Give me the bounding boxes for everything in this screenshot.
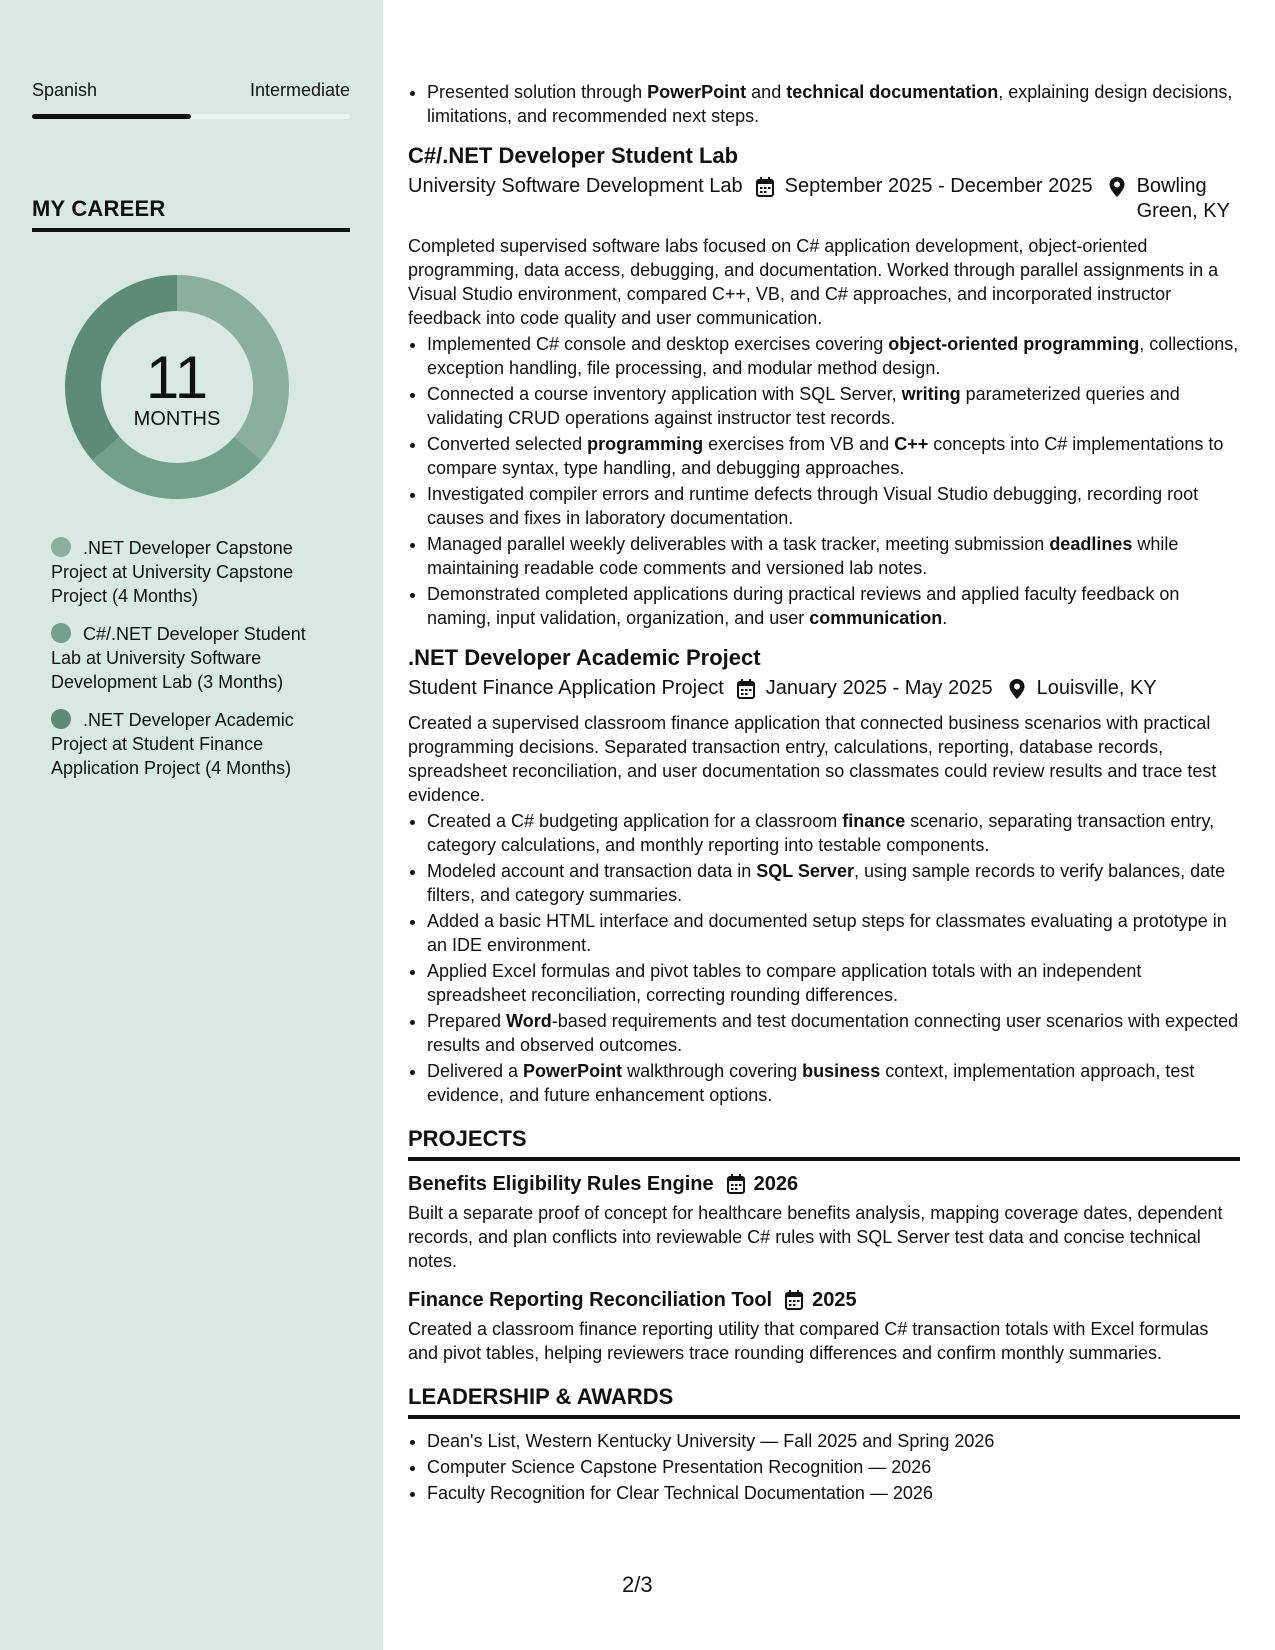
bullet-text: .	[942, 608, 948, 628]
bullet-text: -based requirements and test documentation connecting user scenarios with expected results and observed outcomes.	[427, 1011, 1239, 1055]
bullet-text: , using sample records to verify balances, date filters, and category summaries.	[427, 861, 1226, 905]
leadership-section-title: LEADERSHIP & AWARDS	[408, 1383, 1240, 1419]
legend-dot-icon	[51, 623, 71, 643]
list-item	[427, 432, 1240, 480]
bullet-text: , explaining design decisions, limitations, and recommended next steps.	[427, 82, 1233, 126]
career-legend	[51, 536, 321, 794]
previous-job-bullets	[408, 80, 1240, 128]
bullet-bold: PowerPoint	[523, 1061, 623, 1081]
bullet-text: Modeled account and transaction data in	[427, 861, 757, 881]
list-item	[427, 382, 1240, 430]
job-dates: September 2025 - December 2025	[784, 175, 1093, 197]
bullet-bold: technical documentation	[786, 82, 999, 102]
job-meta	[408, 174, 1240, 224]
job-bullets	[408, 809, 1240, 1107]
bullet-text: walkthrough covering	[622, 1061, 803, 1081]
language-proficiency-bar	[32, 114, 350, 119]
list-item	[427, 532, 1240, 580]
list-item	[427, 332, 1240, 380]
project-description: Created a classroom finance reporting utility that compared C# transaction totals with Excel formulas and pivot tables, helping reviewers trace rounding differences and confirm monthly summaries.	[408, 1319, 1209, 1363]
bullet-bold: object-oriented programming	[888, 334, 1140, 354]
bullet-bold: writing	[901, 384, 961, 404]
bullet-text: exercises from VB and	[703, 434, 895, 454]
bullet-text: Created a C# budgeting application for a classroom	[427, 811, 843, 831]
bullet-bold: PowerPoint	[647, 82, 747, 102]
job-organization: University Software Development Lab	[408, 175, 743, 197]
main-content	[408, 80, 1240, 1507]
job-location: Bowling Green, KY	[1136, 175, 1230, 222]
location-pin-icon	[1107, 176, 1127, 198]
list-item	[427, 582, 1240, 630]
bullet-text: Converted selected	[427, 434, 588, 454]
project-title	[408, 1287, 1240, 1313]
career-legend-item	[51, 622, 321, 694]
bullet-text: Prepared	[427, 1011, 507, 1031]
list-item: • Faculty Recognition for Clear Technical Documentation — 2026	[427, 1481, 1240, 1505]
career-legend-text: .NET Developer Academic Project at Student Finance Application Project (4 Months)	[51, 710, 294, 778]
bullet-text: Delivered a	[427, 1061, 524, 1081]
project-year: 2026	[753, 1173, 799, 1195]
project-title	[408, 1171, 1240, 1197]
bullet-bold: deadlines	[1049, 534, 1133, 554]
calendar-icon	[755, 176, 775, 198]
career-legend-text: .NET Developer Capstone Project at University Capstone Project (4 Months)	[51, 538, 294, 606]
job-location: Louisville, KY	[1036, 677, 1157, 699]
job-description: Completed supervised software labs focused on C# application development, object-oriented programming, data access, debugging, and documentation. Worked through parallel assignments in a Visual Studio environment, compared C++, VB, and C# approaches, and incorporated instructor feedback into code quality and user communication.	[408, 236, 1219, 328]
bullet-text: Connected a course inventory application with SQL Server,	[427, 384, 902, 404]
bullet-bold: C++	[894, 434, 929, 454]
list-item	[427, 1009, 1240, 1057]
list-item: • Computer Science Capstone Presentation Recognition — 2026	[427, 1455, 1240, 1479]
project-description: Built a separate proof of concept for healthcare benefits analysis, mapping coverage dates, dependent records, and plan conflicts into reviewable C# rules with SQL Server test data and concise technical notes.	[408, 1203, 1223, 1271]
bullet-text: Presented solution through	[427, 82, 648, 102]
bullet-bold: communication	[809, 608, 943, 628]
bullet-bold: programming	[587, 434, 704, 454]
career-legend-item	[51, 708, 321, 780]
bullet-text: , collections, exception handling, file processing, and modular method design.	[427, 334, 1239, 378]
donut-total-unit: MONTHS	[133, 408, 221, 430]
project-name: Finance Reporting Reconciliation Tool	[408, 1289, 773, 1311]
donut-total-number: 11	[145, 344, 209, 411]
job-title: C#/.NET Developer Student Lab	[408, 143, 739, 168]
career-section-title: MY CAREER	[32, 196, 350, 232]
calendar-icon	[726, 1173, 746, 1195]
job-organization: Student Finance Application Project	[408, 677, 724, 699]
calendar-icon	[784, 1289, 804, 1311]
language-level: Intermediate	[249, 80, 350, 100]
bullet-text: Demonstrated completed applications during practical reviews and applied faculty feedback on naming, input validation, organization, and user	[427, 584, 1180, 628]
job-bullets	[408, 332, 1240, 630]
list-item	[427, 809, 1240, 857]
job-title: .NET Developer Academic Project	[408, 645, 761, 670]
list-item	[427, 80, 1240, 128]
job-meta	[408, 676, 1240, 701]
list-item	[427, 1059, 1240, 1107]
legend-dot-icon	[51, 537, 71, 557]
location-pin-icon	[1007, 678, 1027, 700]
page-number: 2/3	[622, 1572, 653, 1597]
bullet-bold: SQL Server	[756, 861, 854, 881]
list-item	[427, 859, 1240, 907]
career-legend-item	[51, 536, 321, 608]
sidebar	[0, 0, 383, 1650]
bullet-text: context, implementation approach, test evidence, and future enhancement options.	[427, 1061, 1195, 1105]
list-item: • Added a basic HTML interface and documented setup steps for classmates evaluating a prototype in an IDE environment.	[427, 909, 1240, 957]
bullet-text: and	[746, 82, 787, 102]
projects-section-title: PROJECTS	[408, 1125, 1240, 1161]
bullet-bold: finance	[842, 811, 906, 831]
bullet-bold: business	[802, 1061, 881, 1081]
bullet-text: parameterized queries and validating CRUD operations against instructor test records.	[427, 384, 1180, 428]
career-legend-text: C#/.NET Developer Student Lab at University Software Development Lab (3 Months)	[51, 624, 306, 692]
bullet-text: Managed parallel weekly deliverables with a task tracker, meeting submission	[427, 534, 1050, 554]
calendar-icon	[736, 678, 756, 700]
project-year: 2025	[812, 1289, 857, 1311]
job-description: Created a supervised classroom finance application that connected business scenarios with practical programming decisions. Separated transaction entry, calculations, reporting, database records, spreadsheet reconciliation, and user documentation so classmates could review results and trace test evidence.	[408, 713, 1217, 805]
leadership-list	[408, 1429, 1240, 1505]
list-item: • Investigated compiler errors and runtime defects through Visual Studio debugging, recording root causes and fixes in laboratory documentation.	[427, 482, 1240, 530]
bullet-bold: Word	[506, 1011, 552, 1031]
job-dates: January 2025 - May 2025	[765, 677, 993, 699]
list-item: • Applied Excel formulas and pivot tables to compare application totals with an independent spreadsheet reconciliation, correcting rounding differences.	[427, 959, 1240, 1007]
donut-segment-2	[92, 437, 261, 499]
project-name: Benefits Eligibility Rules Engine	[408, 1173, 714, 1195]
bullet-text: scenario, separating transaction entry, category calculations, and monthly reporting into testable components.	[427, 811, 1215, 855]
language-row	[32, 80, 350, 101]
language-proficiency-fill	[32, 114, 191, 119]
bullet-text: Implemented C# console and desktop exercises covering	[427, 334, 889, 354]
list-item: • Dean's List, Western Kentucky University — Fall 2025 and Spring 2026	[427, 1429, 1240, 1453]
bullet-text: while maintaining readable code comments and versioned lab notes.	[427, 534, 1179, 578]
legend-dot-icon	[51, 709, 71, 729]
language-name: Spanish	[32, 80, 98, 100]
bullet-text: concepts into C# implementations to compare syntax, type handling, and debugging approaches.	[427, 434, 1224, 478]
